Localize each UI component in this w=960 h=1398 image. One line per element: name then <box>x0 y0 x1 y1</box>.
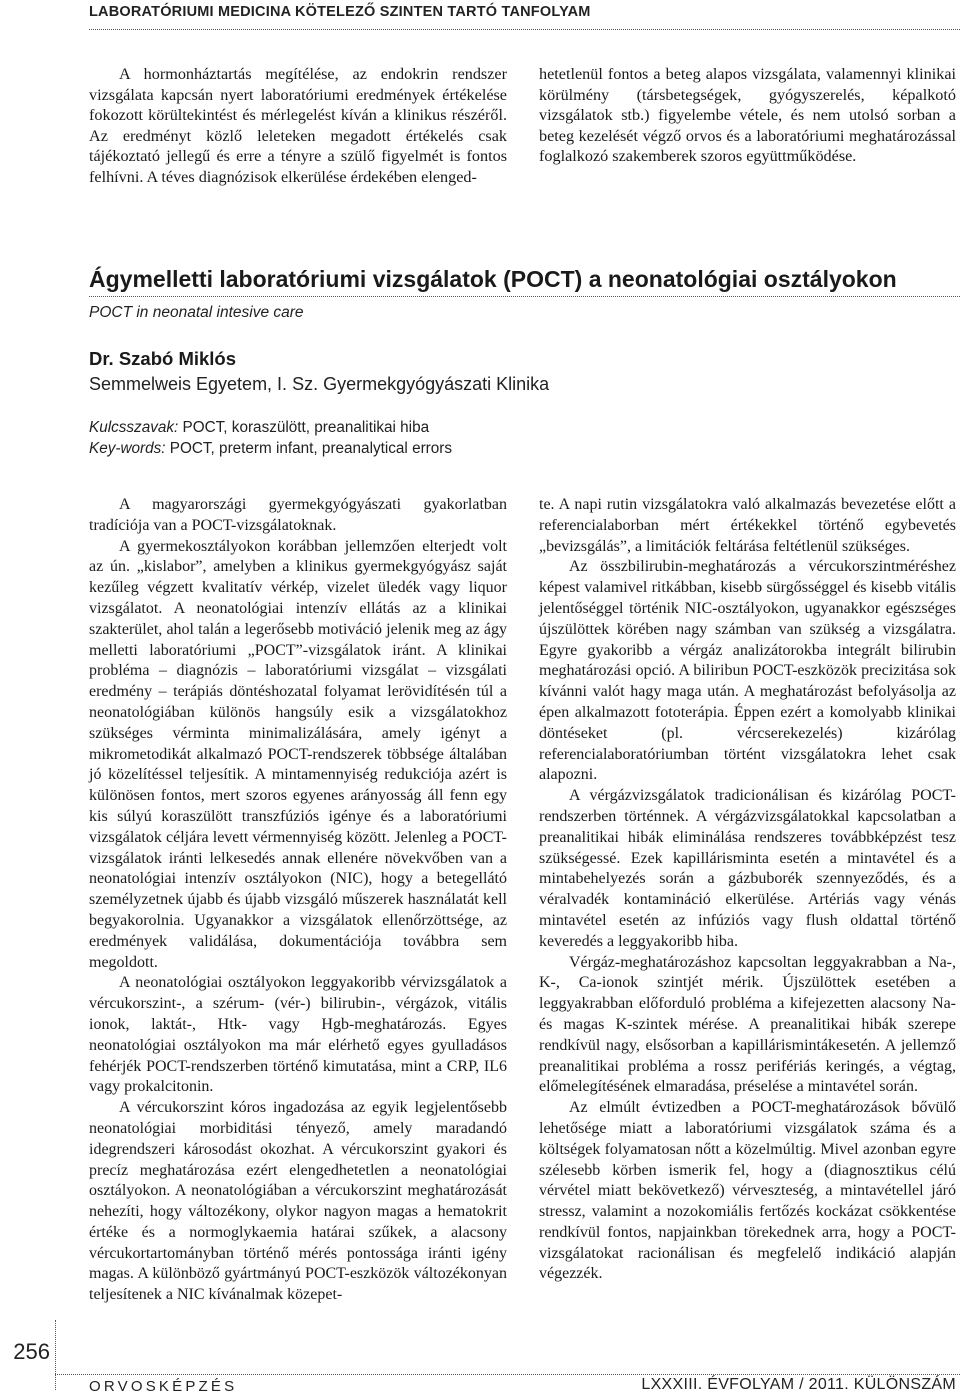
keywords-en-value: POCT, preterm infant, preanalytical errors <box>169 440 453 457</box>
article-subtitle: POCT in neonatal intesive care <box>89 304 304 321</box>
keywords-hungarian <box>89 419 429 437</box>
body-paragraph: A magyarországi gyermekgyógyászati gyakorlatban tradíciója van a POCT-vizsgálatoknak. <box>89 496 507 534</box>
author-name: Dr. Szabó Miklós <box>89 348 237 369</box>
body-paragraph: Az elmúlt évtizedben a POCT-meghatározások bővülő lehetősége miatt a laboratóriumi vizsgálatok száma és a költségek folyamatosan nőtt a közelmúltig. Mivel azonban egyre szélesebb körben ismerik fel, hogy a (diagnosztikus célú vérvétel miatt bekövetkező) vérveszteség, a mintavétellel járó stressz, valamint a nozokomiális fertőzés kockázat csökkentése rendkívül fontos, napjainkban törekednek arra, hogy a POCT-vizsgálatokat racionálisan és megfelelő indikáció alapján végezzék. <box>539 1099 956 1283</box>
keywords-en-label: Key-words: <box>89 440 166 457</box>
journal-volume: LXXXIII. ÉVFOLYAM / 2011. KÜLÖNSZÁM <box>641 1376 956 1393</box>
body-paragraph: Vérgáz-meghatározáshoz kapcsoltan leggyakrabban a Na-, K-, Ca-ionok szintjét mérik. Újszülöttek esetében a leggyakrabban előforduló probléma a kifejezetten alacsony Na- és magas K-szintek mérése. A preanalitikai hibák szerepe rendkívül nagy, elsősorban a kapillárismintákesetén. A jellemző preanalitikai probléma a rossz perifériás keringés, a végtag, előmelegítésének elmaradása, préselése a mintavétel során. <box>539 953 956 1096</box>
keywords-hu-value: POCT, koraszülött, preanalitikai hiba <box>182 419 430 436</box>
intro-paragraph-left: A hormonháztartás megítélése, az endokrin rendszer vizsgálata kapcsán nyert laboratóriumi eredmények értékelése fokozott körültekintést és mérlegelést kíván a klinikus részéről. Az eredményt közlő leleteken megadott értékelés csak tájékoztató jellegű és erre a tényre a szülő figyelmét is fontos felhívni. A téves diagnózisok elkerülése érdekében elenged- <box>89 65 507 186</box>
article-title: Ágymelletti laboratóriumi vizsgálatok (POCT) a neonatológiai osztályokon <box>89 266 897 292</box>
body-paragraph: A vércukorszint kóros ingadozása az egyik legjelentősebb neonatológiai morbiditási tényező, amely maradandó idegrendszeri károsodást okozhat. A vércukorszint gyakori és precíz meghatározása ezért elengedhetetlen a neonatológiai osztályokon. A neonatológiában a vércukorszint meghatározását nehezíti, hogy változékony, olykor nagyon magas a hematokrit értéke és a normoglykaemia határai szűkek, a alacsony vércukortartományban történő mérés pontossága iránti igény magas. A különböző gyártmányú POCT-eszközök változékonyan teljesítenek a NIC kívánalmak közepet- <box>89 1099 507 1304</box>
header-divider <box>89 29 960 30</box>
body-paragraph: A gyermekosztályokon korábban jellemzően elterjedt volt az ún. „kislabor”, amelyben a klinikus gyermekgyógyász saját kezűleg végzett kvalitatív vérkép, vizelet üledék vagy liquor vizsgálatot. A neonatológiai intenzív ellátás az a klinikai szakterület, ahol talán a legerősebb motiváció jelenik meg az ágy melletti laboratóriumi „POCT”-vizsgálatok iránt. A klinikai probléma – diagnózis – laboratóriumi vizsgálat – vizsgálati eredmény – terápiás döntéshozatal folyamat lerövidítésén túl a neonatológiában különös hangsúly esik a vizsgálatokhoz szükséges vérminta minimalizálására, amely igényt a mikrometodikát alkalmazó POCT-rendszerek többsége általában jó közelítéssel teljesítik. A mintamennyiség redukciója azért is különösen fontos, mert szoros egyenes arányosság áll fenn egy kis súlyú koraszülött transzfúziós igénye és a laboratóriumi vizsgálatok céljára levett vérmennyiség között. Jelenleg a POCT-vizsgálatok iránti lelkesedés annak ellenére növekvőben van a neonatológiai intenzív osztályokon (NIC), hogy a betegellátó személyzetnek újabb és újabb vizsgáló műszerek használatát kell begyakorolnia. Ugyanakkor a vizsgálatok ellenőrzöttsége, az eredmények validálása, dokumentációja továbbra sem megoldott. <box>89 537 507 971</box>
footer-vertical-divider <box>55 1320 56 1390</box>
page-number: 256 <box>13 1339 50 1364</box>
body-paragraph: Az összbilirubin-meghatározás a vércukorszintméréshez képest valamivel ritkábban, kisebb sürgősséggel és kisebb vitális jelentőséggel történik NIC-osztályokon, ugyanakkor egészséges újszülöttek körében nagy számban van szükség a vizsgálatra. Egyre gyakoribb a vérgáz analizátorokba integrált bilirubin meghatározási opció. A biliribun POCT-eszközök precizitása sok kívánni valót hagy maga után. A meghatározást befolyásolja az épen alkalmazott fototerápia. Éppen ezért a komolyabb klinikai döntéseket (pl. vércserekezelés) kizárólag referencialaboratóriumban történt vizsgálatokra lehet csak alapozni. <box>539 558 956 784</box>
running-title: LABORATÓRIUMI MEDICINA KÖTELEZŐ SZINTEN TARTÓ TANFOLYAM <box>89 4 591 20</box>
title-divider <box>89 296 960 297</box>
body-column-left <box>89 495 507 1306</box>
intro-column-right <box>539 64 956 167</box>
keywords-hu-label: Kulcsszavak: <box>89 419 179 436</box>
body-paragraph: A neonatológiai osztályokon leggyakoribb vérvizsgálatok a vércukorszint-, a szérum- (vér-) bilirubin-, vérgázok, vitális ionok, laktát-, Htk- vagy Hgb-meghatározás. Egyes neonatológiai osztályokon ma már elérhető egyes gyulladásos fehérjék POCT-rendszerben történő kimutatása, mint a CRP, IL6 vagy prokalcitonin. <box>89 974 507 1096</box>
body-column-right <box>539 495 956 1285</box>
author-affiliation: Semmelweis Egyetem, I. Sz. Gyermekgyógyászati Klinika <box>89 374 550 394</box>
intro-column-left <box>89 64 507 188</box>
intro-paragraph-right: hetetlenül fontos a beteg alapos vizsgálata, valamennyi klinikai körülmény (társbetegségek, gyógyszerelés, képalkotó vizsgálatok stb.) figyelembe vétele, és nem utolsó sorban a beteg kezelését végző orvos és a laboratóriumi meghatározással foglalkozó szakemberek szoros együttműködése. <box>539 65 956 166</box>
keywords-english <box>89 440 452 458</box>
footer-horizontal-divider <box>55 1374 960 1375</box>
running-header <box>89 0 960 38</box>
journal-name: ORVOSKÉPZÉS <box>89 1378 238 1395</box>
body-paragraph: te. A napi rutin vizsgálatokra való alkalmazás bevezetése előtt a referencialaborban mért értékekkel történő egybevetés „bevizsgálás”, a limitációk feltárása feltétlenül szükséges. <box>539 496 956 555</box>
body-paragraph: A vérgázvizsgálatok tradicionálisan és kizárólag POCT-rendszerben történnek. A vérgázvizsgálatokkal kapcsolatban a preanalitikai hibák eliminálása rendszeres továbbképzést tesz szükségessé. Ezek kapillárisminta esetén a mintavétel és a mintabehelyezés során a gázbuborék szennyeződés, és a véralvadék kontamináció elkerülése. Artériás vagy vénás mintavétel esetén az infúziós vagy flush oldattal történő keveredés a leggyakoribb hiba. <box>539 787 956 950</box>
